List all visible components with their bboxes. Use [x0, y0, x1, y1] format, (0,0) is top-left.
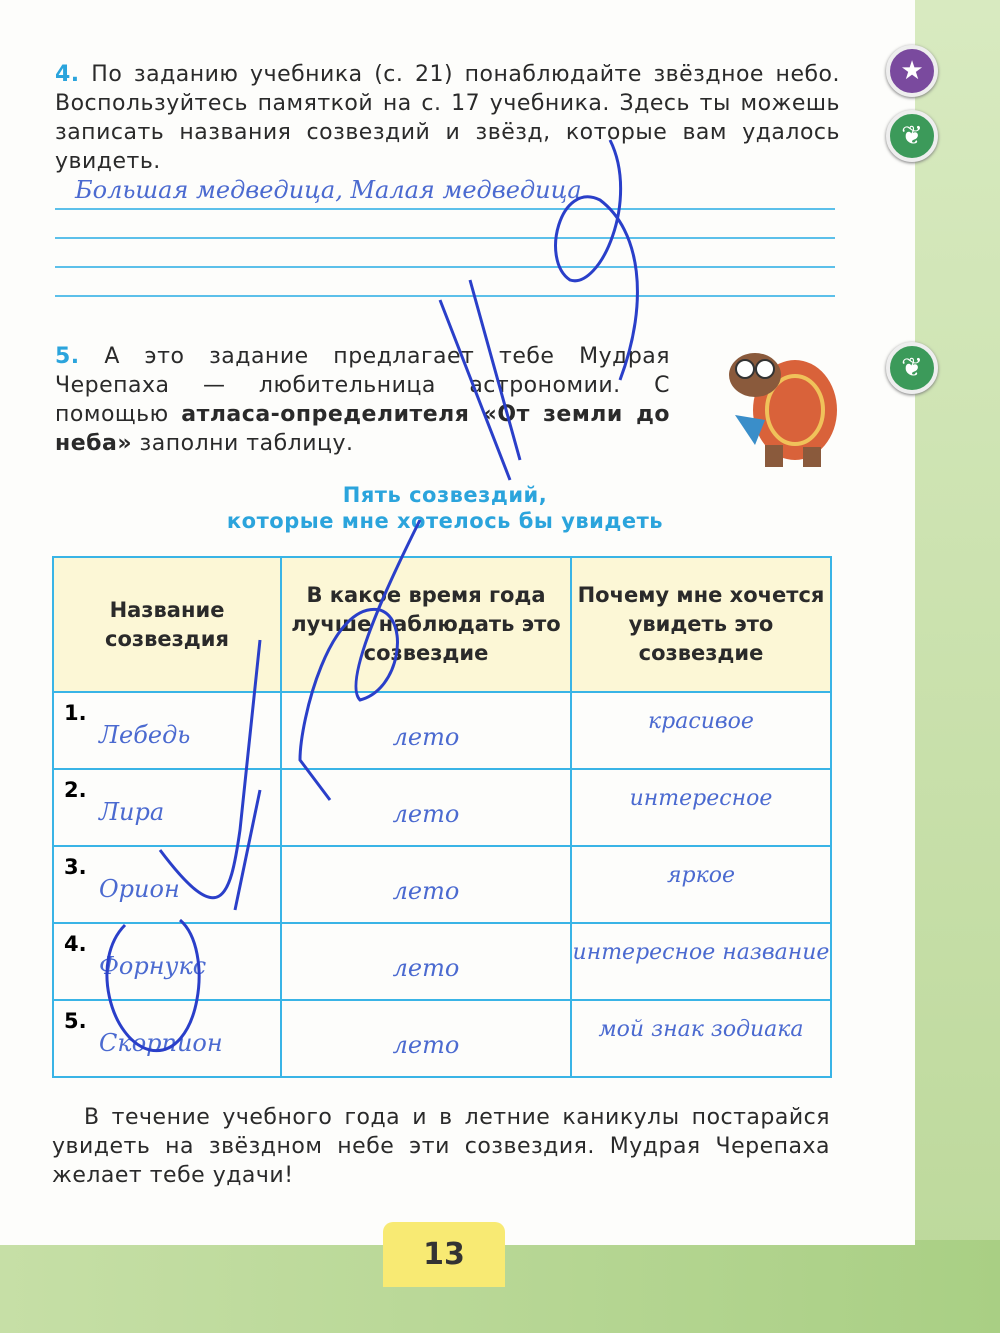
- answer-line: [55, 208, 835, 210]
- leaf-icon: ❦: [886, 110, 938, 162]
- season-cell[interactable]: лето: [281, 923, 571, 1000]
- turtle-illustration: [695, 325, 845, 475]
- name-cell[interactable]: [53, 846, 281, 923]
- row-number: 1.: [64, 701, 87, 725]
- constellation-name: Лебедь: [99, 721, 191, 749]
- reason-cell[interactable]: интересное название: [571, 923, 831, 1000]
- constellation-name: Форнукс: [99, 952, 207, 980]
- table-title: Пять созвездий,: [342, 483, 548, 507]
- constellation-name: Скорпион: [99, 1029, 223, 1057]
- table-row: [53, 846, 831, 923]
- footer-text: В течение учебного года и в летние каникулы постарайся увидеть на звёздном небе эти созвездия. Мудрая Черепаха желает тебе удачи!: [52, 1105, 830, 1188]
- season-cell[interactable]: лето: [281, 769, 571, 846]
- season-cell[interactable]: лето: [281, 692, 571, 769]
- answer-line: [55, 237, 835, 239]
- row-number: 5.: [64, 1009, 87, 1033]
- season-cell[interactable]: лето: [281, 846, 571, 923]
- task-4-answer[interactable]: Большая медведица, Малая медведица: [75, 176, 582, 204]
- constellation-name: Лира: [99, 798, 165, 826]
- name-cell[interactable]: [53, 769, 281, 846]
- star-icon: ★: [886, 45, 938, 97]
- reason-cell[interactable]: мой знак зодиака: [571, 1000, 831, 1077]
- reason-cell[interactable]: интересное: [571, 769, 831, 846]
- row-number: 4.: [64, 932, 87, 956]
- page-number: 13: [383, 1222, 505, 1287]
- header-season: В какое время года лучше наблюдать это созвездие: [281, 557, 571, 692]
- name-cell[interactable]: [53, 692, 281, 769]
- table-row: [53, 769, 831, 846]
- leaf-icon: ❦: [886, 342, 938, 394]
- table-row: [53, 923, 831, 1000]
- table-row: [53, 1000, 831, 1077]
- reason-cell[interactable]: яркое: [571, 846, 831, 923]
- constellation-name: Орион: [99, 875, 180, 903]
- header-name: Название созвездия: [53, 557, 281, 692]
- task-4: 4. По заданию учебника (с. 21) понаблюдайте звёздное небо. Воспользуйтесь памяткой на с. 17 учебника. Здесь ты можешь записать названия созвездий и звёзд, которые вам удалось увидеть.: [55, 62, 840, 174]
- row-number: 3.: [64, 855, 87, 879]
- table-subtitle: которые мне хотелось бы увидеть: [226, 509, 664, 533]
- name-cell[interactable]: [53, 923, 281, 1000]
- answer-line: [55, 295, 835, 297]
- row-number: 2.: [64, 778, 87, 802]
- season-cell[interactable]: лето: [281, 1000, 571, 1077]
- header-why: Почему мне хочется увидеть это созвездие: [571, 557, 831, 692]
- constellations-table: [52, 556, 832, 1078]
- task-5: 5. А это задание предлагает тебе Мудрая Черепаха — любительница астрономии. С помощью атласа-определителя «От земли до неба» заполни таблицу.: [55, 344, 671, 456]
- table-row: [53, 692, 831, 769]
- answer-line: [55, 266, 835, 268]
- green-margin: [900, 0, 1000, 1333]
- reason-cell[interactable]: красивое: [571, 692, 831, 769]
- name-cell[interactable]: [53, 1000, 281, 1077]
